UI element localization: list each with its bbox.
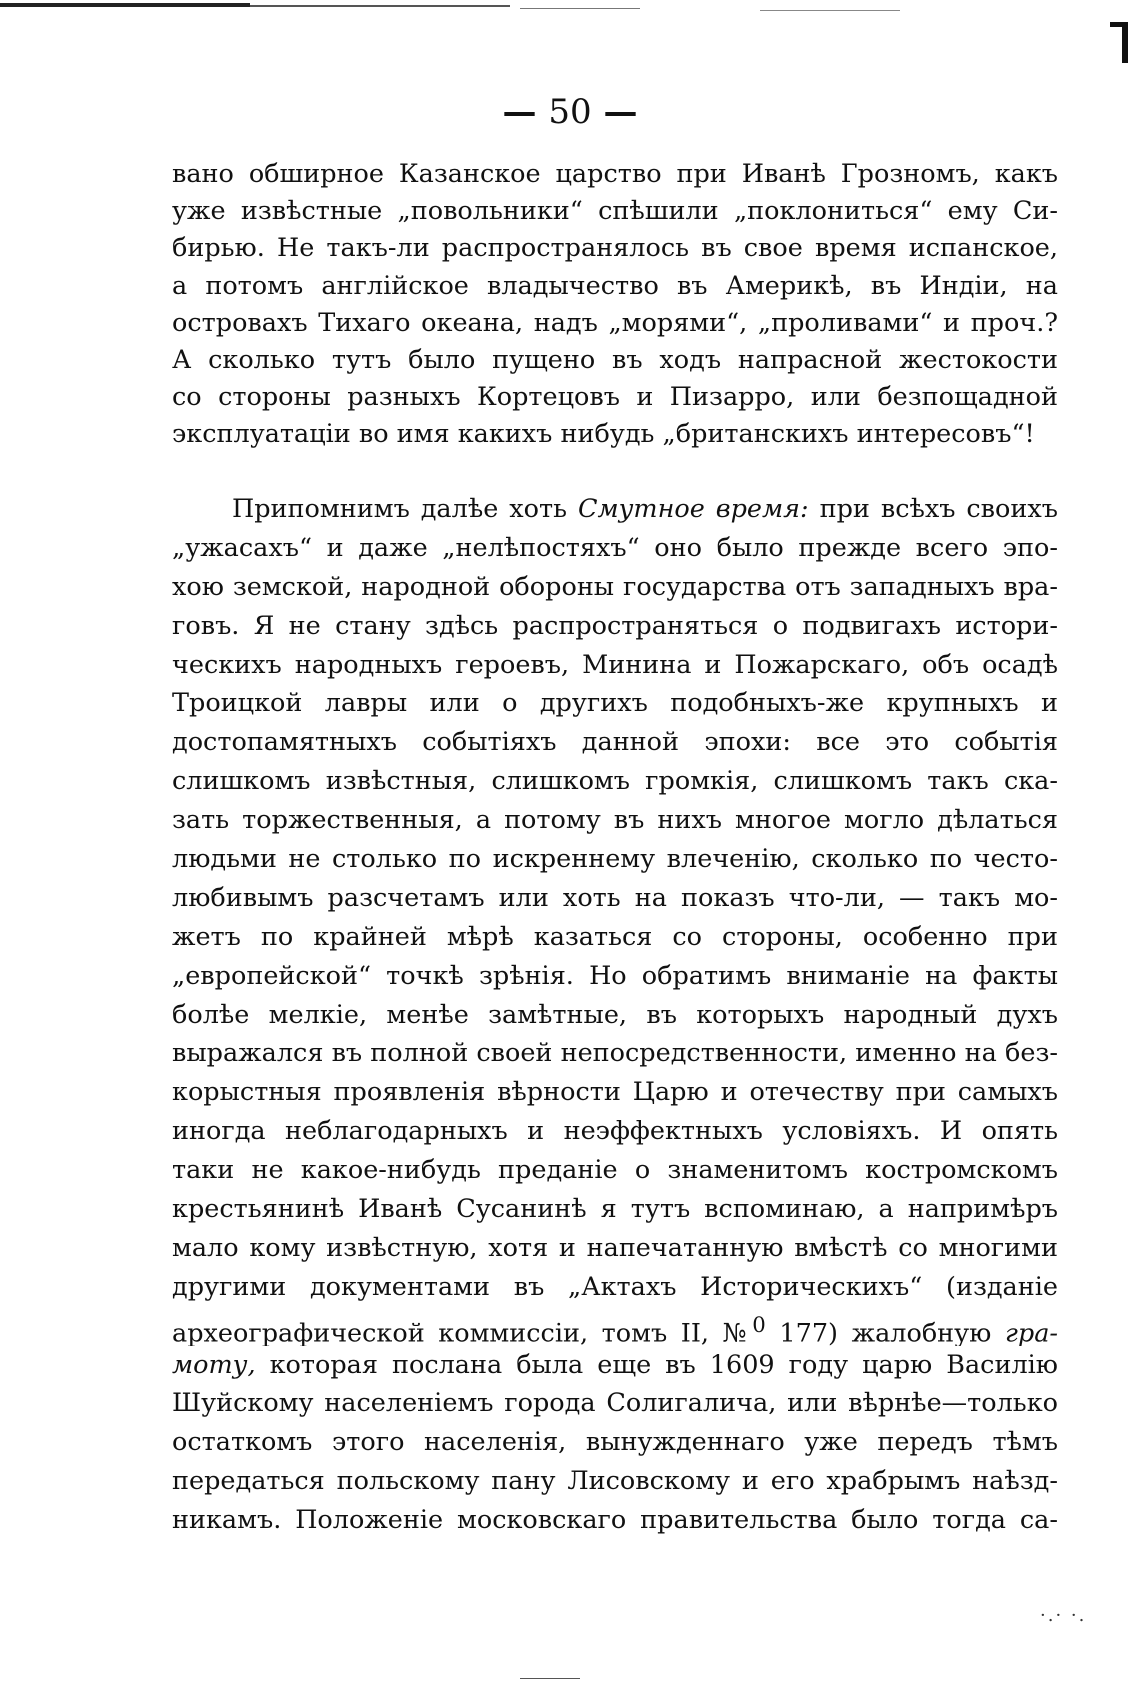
text-line: людьми не столько по искреннему влеченію, сколько по често- [172, 844, 1058, 875]
text-segment: которая послана была еще въ 1609 году царю Василію [269, 1349, 1058, 1380]
text-line: со стороны разныхъ Кортецовъ и Пизарро, или безпощадной [172, 382, 1058, 413]
text-line: ческихъ народныхъ героевъ, Минина и Пожарскаго, объ осадѣ [172, 649, 1058, 680]
text-line: крестьянинѣ Иванѣ Сусанинѣ я тутъ вспоминаю, а напримѣръ [172, 1194, 1058, 1225]
text-segment: при всѣхъ своихъ [819, 494, 1058, 524]
text-line: достопамятныхъ событіяхъ данной эпохи: все это событія [172, 727, 1058, 758]
text-line: любивымъ разсчетамъ или хоть на показъ что-ли, — такъ мо- [172, 882, 1058, 913]
text-line: корыстныя проявленія вѣрности Царю и отечеству при самыхъ [172, 1077, 1058, 1108]
text-line: слишкомъ извѣстныя, слишкомъ громкія, слишкомъ такъ ска- [172, 766, 1058, 797]
emphasized-text: Смутное время: [577, 494, 809, 524]
text-line: бирью. Не такъ-ли распространялось въ свое время испанское, [172, 233, 1058, 264]
text-line: „европейской“ точкѣ зрѣнія. Но обратимъ вниманіе на факты [172, 960, 1058, 991]
text-line: передаться польскому пану Лисовскому и его храбрымъ наѣзд- [172, 1466, 1058, 1497]
text-line: остаткомъ этого населенія, вынужденнаго уже передъ тѣмъ [172, 1427, 1058, 1458]
text-line [172, 490, 1058, 529]
text-line: зать торжественныя, а потому въ нихъ многое могло дѣлаться [172, 805, 1058, 836]
text-segment: Припомнимъ далѣе хоть [232, 494, 567, 524]
text-line: жетъ по крайней мѣрѣ казаться со стороны, особенно при [172, 921, 1058, 952]
text-line: Шуйскому населеніемъ города Солигалича, или вѣрнѣе—только [172, 1388, 1058, 1419]
emphasized-text: гра- [1004, 1318, 1058, 1346]
text-line: выражался въ полной своей непосредственности, именно на без- [172, 1038, 1058, 1069]
text-line [172, 1346, 1058, 1385]
text-line: говъ. Я не стану здѣсь распространяться о подвигахъ истори- [172, 610, 1058, 641]
text-line: уже извѣстные „повольники“ спѣшили „поклониться“ ему Си- [172, 196, 1058, 227]
page-number: — 50 — [502, 92, 638, 132]
text-line: А сколько тутъ было пущено въ ходъ напрасной жестокости [172, 344, 1058, 375]
text-line: а потомъ англійское владычество въ Америкѣ, въ Индіи, на [172, 270, 1058, 301]
superscript: 0 [752, 1312, 766, 1338]
scan-corner-mark [1110, 22, 1128, 63]
text-line: островахъ Тихаго океана, надъ „морями“, „проливами“ и проч.? [172, 307, 1058, 338]
text-line: никамъ. Положеніе московскаго правительства было тогда са- [172, 1505, 1058, 1536]
page-number-value: 50 [548, 92, 592, 132]
text-line: болѣе мелкіе, менѣе замѣтные, въ которыхъ народный духъ [172, 999, 1058, 1030]
paragraph-2 [172, 490, 1058, 1540]
text-line: хою земской, народной обороны государства отъ западныхъ вра- [172, 571, 1058, 602]
text-segment: археографической коммиссіи, томъ II, № [172, 1318, 753, 1346]
text-line: другими документами въ „Актахъ Историческихъ“ (изданіе [172, 1271, 1058, 1302]
text-line [172, 1307, 1058, 1346]
text-line: эксплуатаціи во имя какихъ нибудь „британскихъ интересовъ“! [172, 419, 1035, 450]
text-line: таки не какое-нибудь преданіе о знаменитомъ костромскомъ [172, 1155, 1058, 1186]
text-line: вано обширное Казанское царство при Иванѣ Грозномъ, какъ [172, 159, 1058, 189]
text-line: „ужасахъ“ и даже „нелѣпостяхъ“ оно было прежде всего эпо- [172, 532, 1058, 563]
scan-edge-bottom [520, 1678, 580, 1679]
text-line: иногда неблагодарныхъ и неэффектныхъ условіяхъ. И опять [172, 1116, 1058, 1147]
text-segment: 177) жалобную [779, 1318, 992, 1346]
emphasized-text: моту, [172, 1349, 256, 1380]
scan-speckles: ·.· ·. [1040, 1605, 1087, 1626]
paragraph-1 [172, 156, 1058, 454]
scan-edge-top [0, 0, 1140, 18]
text-line: Троицкой лавры или о другихъ подобныхъ-же крупныхъ и [172, 688, 1058, 719]
text-line: мало кому извѣстную, хотя и напечатанную вмѣстѣ со многими [172, 1232, 1058, 1263]
